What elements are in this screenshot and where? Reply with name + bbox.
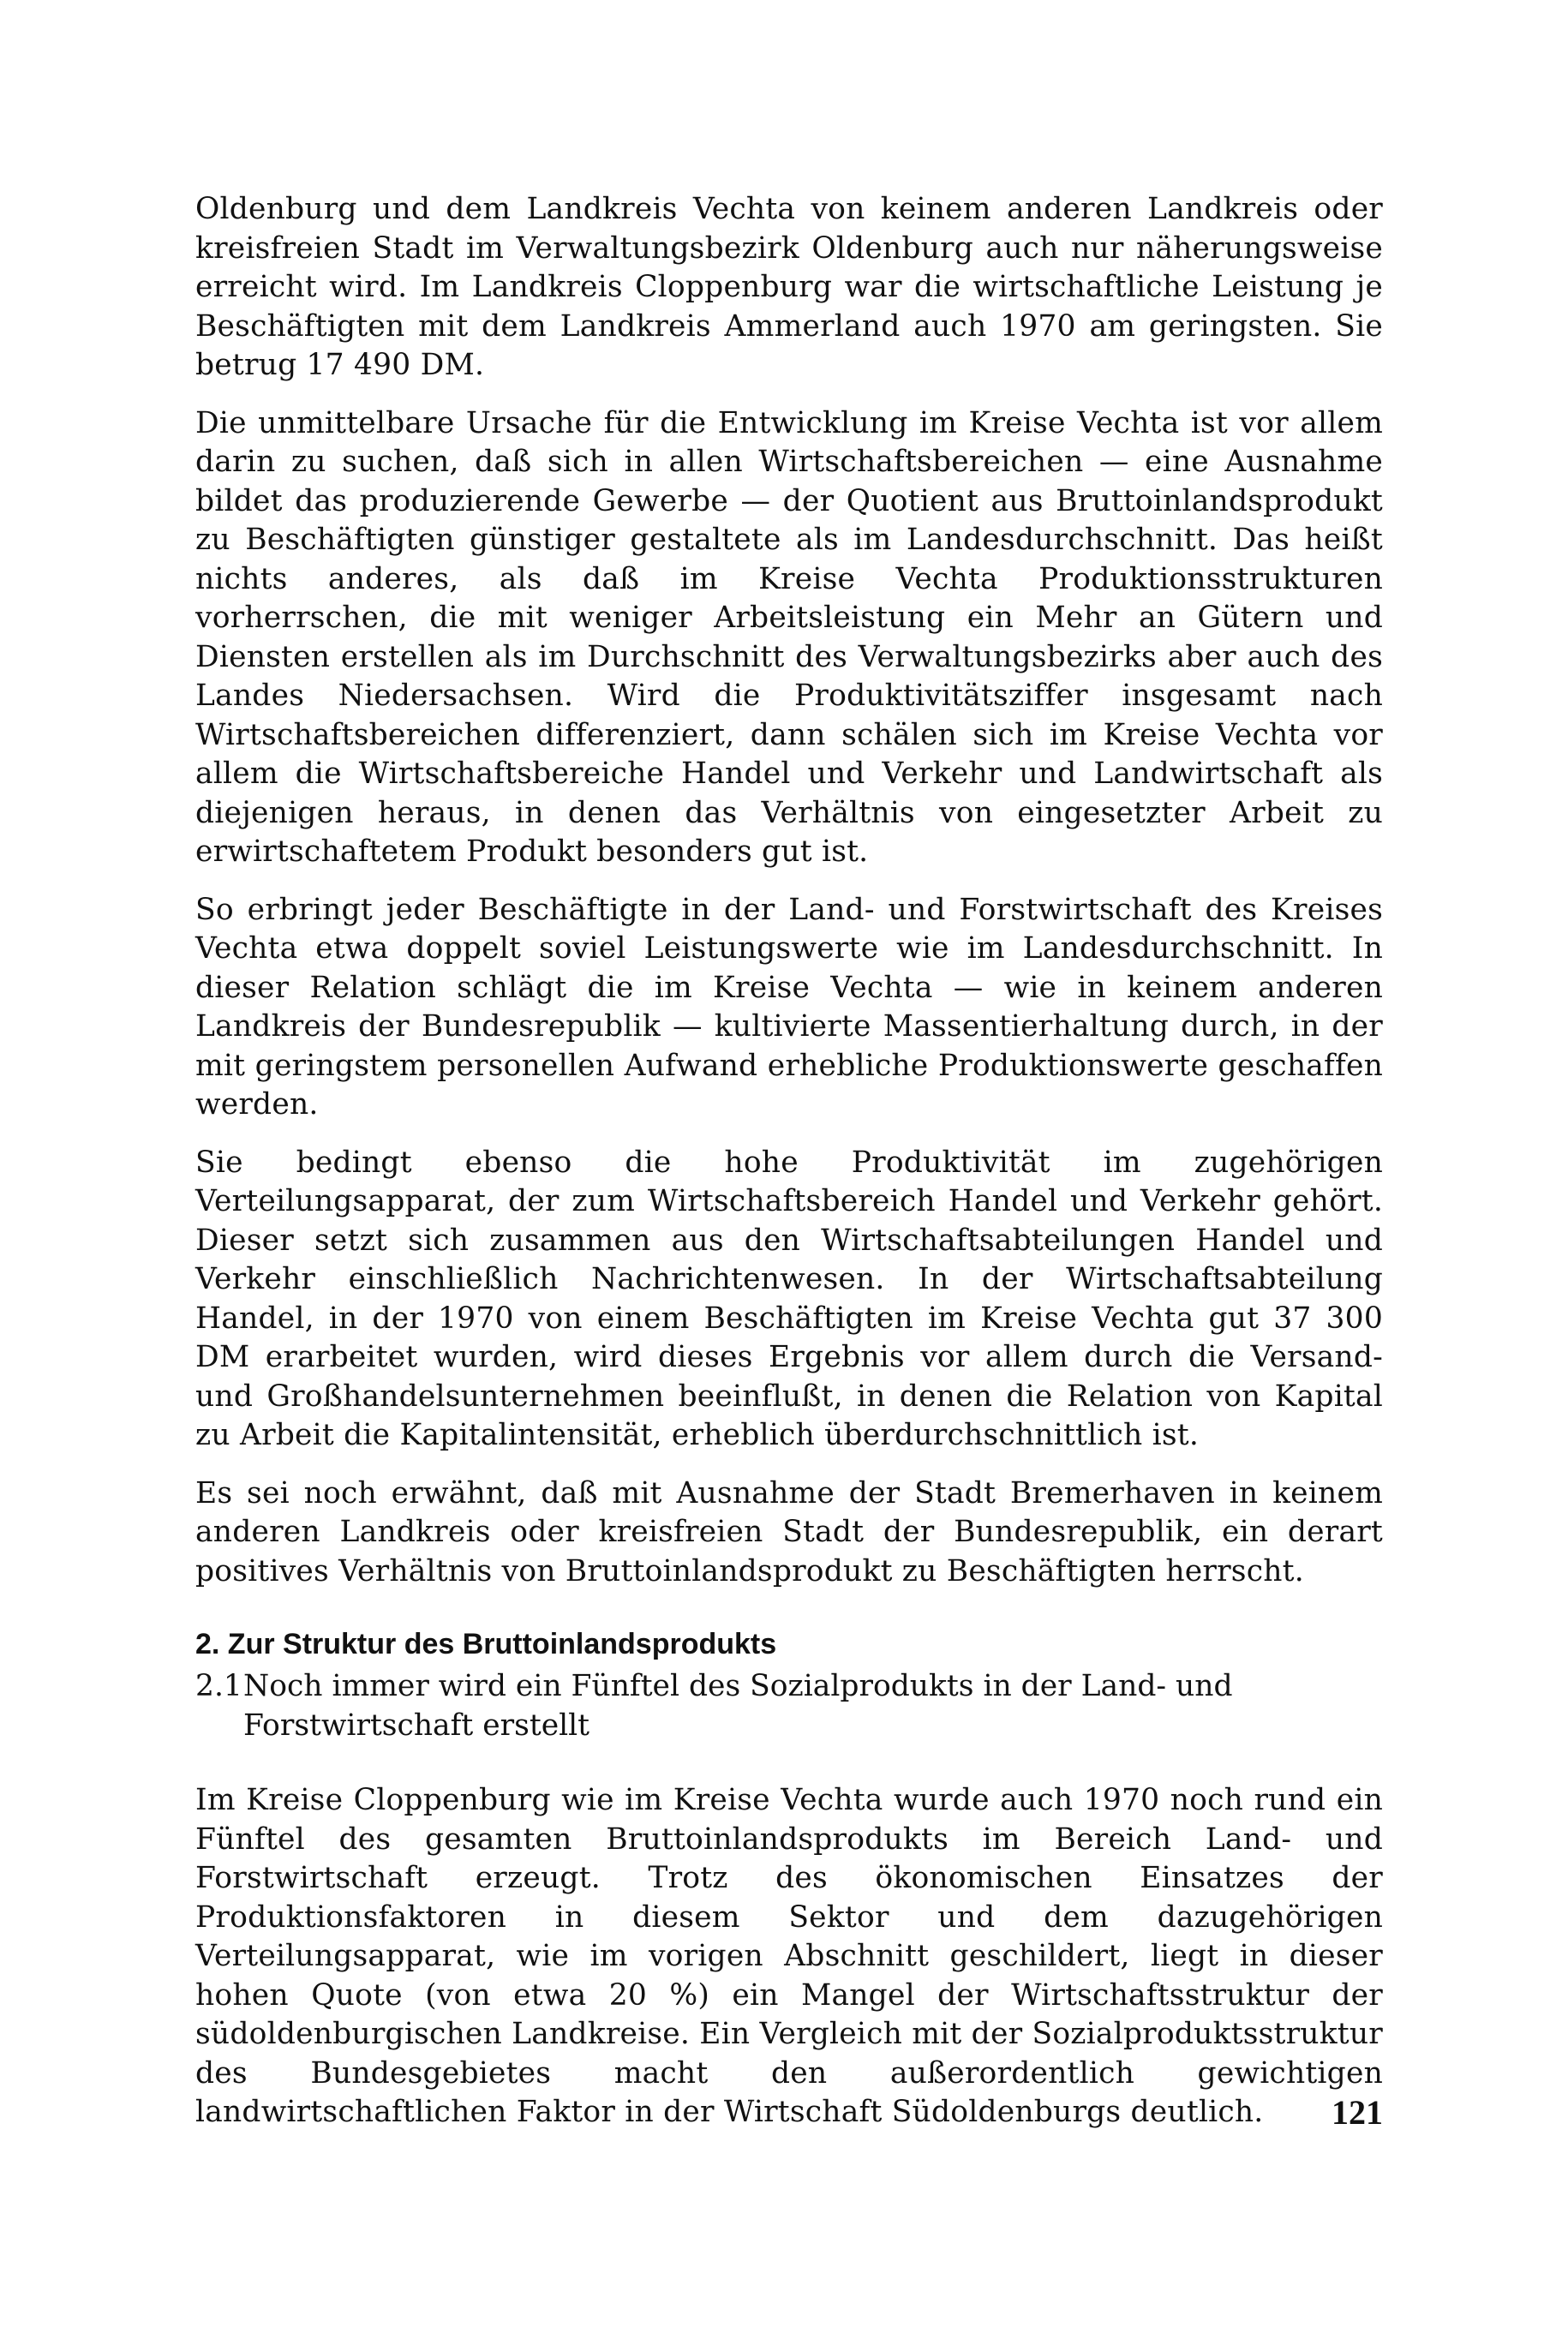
- paragraph-2: Die unmittelbare Ursache für die Entwicklung im Kreise Vechta ist vor allem darin zu suchen, daß sich in allen Wirtschaftsbereichen — eine Ausnahme bildet das produzierende Gewerbe — der Quotient aus Bruttoinlandsprodukt zu Beschäftigten günstiger gestaltete als im Landesdurchschnitt. Das heißt nichts anderes, als daß im Kreise Vechta Produktionsstrukturen vorherrschen, die mit weniger Arbeitsleistung ein Mehr an Gütern und Diensten erstellen als im Durchschnitt des Verwaltungsbezirks aber auch des Landes Niedersachsen. Wird die Produktivitätsziffer insgesamt nach Wirtschaftsbereichen differenziert, dann schälen sich im Kreise Vechta vor allem die Wirtschaftsbereiche Handel und Verkehr und Landwirtschaft als diejenigen heraus, in denen das Verhältnis von eingesetzter Arbeit zu erwirtschaftetem Produkt besonders gut ist.: [195, 405, 1383, 869]
- subsection-number: 2.1: [195, 1669, 242, 1703]
- subsection-heading: [195, 1667, 1383, 1745]
- paragraph-5: Es sei noch erwähnt, daß mit Ausnahme der Stadt Bremerhaven in keinem anderen Landkreis oder kreisfreien Stadt der Bundesrepublik, ein derart positives Verhältnis von Bruttoinlandsprodukt zu Beschäftigten herrscht.: [195, 1475, 1383, 1588]
- section-heading: 2. Zur Struktur des Bruttoinlandsprodukts: [195, 1628, 777, 1660]
- paragraph-6: Im Kreise Cloppenburg wie im Kreise Vechta wurde auch 1970 noch rund ein Fünftel des gesamten Bruttoinlandsprodukts im Bereich Land- und Forstwirtschaft erzeugt. Trotz des ökonomischen Einsatzes der Produktionsfaktoren in diesem Sektor und dem dazugehörigen Verteilungsapparat, wie im vorigen Abschnitt geschildert, liegt in dieser hohen Quote (von etwa 20 %) ein Mangel der Wirtschaftsstruktur der südoldenburgischen Landkreise. Ein Vergleich mit der Sozialproduktsstruktur des Bundesgebietes macht den außerordentlich gewichtigen landwirtschaftlichen Faktor in der Wirtschaft Südoldenburgs deutlich.: [195, 1783, 1383, 2129]
- paragraph-4: Sie bedingt ebenso die hohe Produktivität im zugehörigen Verteilungsapparat, der zum Wirtschaftsbereich Handel und Verkehr gehört. Dieser setzt sich zusammen aus den Wirtschaftsabteilungen Handel und Verkehr einschließlich Nachrichtenwesen. In der Wirtschaftsabteilung Handel, in der 1970 von einem Beschäftigten im Kreise Vechta gut 37 300 DM erarbeitet wurden, wird dieses Ergebnis vor allem durch die Versand- und Großhandelsunternehmen beeinflußt, in denen die Relation von Kapital zu Arbeit die Kapitalintensität, erheblich überdurchschnittlich ist.: [195, 1145, 1383, 1452]
- page-number: 121: [1332, 2093, 1383, 2132]
- paragraph-1: Oldenburg und dem Landkreis Vechta von keinem anderen Landkreis oder kreisfreien Stadt im Verwaltungsbezirk Oldenburg auch nur näherungsweise erreicht wird. Im Landkreis Cloppenburg war die wirtschaftliche Leistung je Beschäftigten mit dem Landkreis Ammerland auch 1970 am geringsten. Sie betrug 17 490 DM.: [195, 192, 1383, 382]
- page-body: [195, 190, 1383, 2151]
- subsection-title: Noch immer wird ein Fünftel des Sozialprodukts in der Land- und Forstwirtschaft erstellt: [243, 1669, 1233, 1743]
- paragraph-3: So erbringt jeder Beschäftigte in der Land- und Forstwirtschaft des Kreises Vechta etwa doppelt soviel Leistungswerte wie im Landesdurchschnitt. In dieser Relation schlägt die im Kreise Vechta — wie in keinem anderen Landkreis der Bundesrepublik — kultivierte Massentierhaltung durch, in der mit geringstem personellen Aufwand erhebliche Produktionswerte geschaffen werden.: [195, 892, 1383, 1122]
